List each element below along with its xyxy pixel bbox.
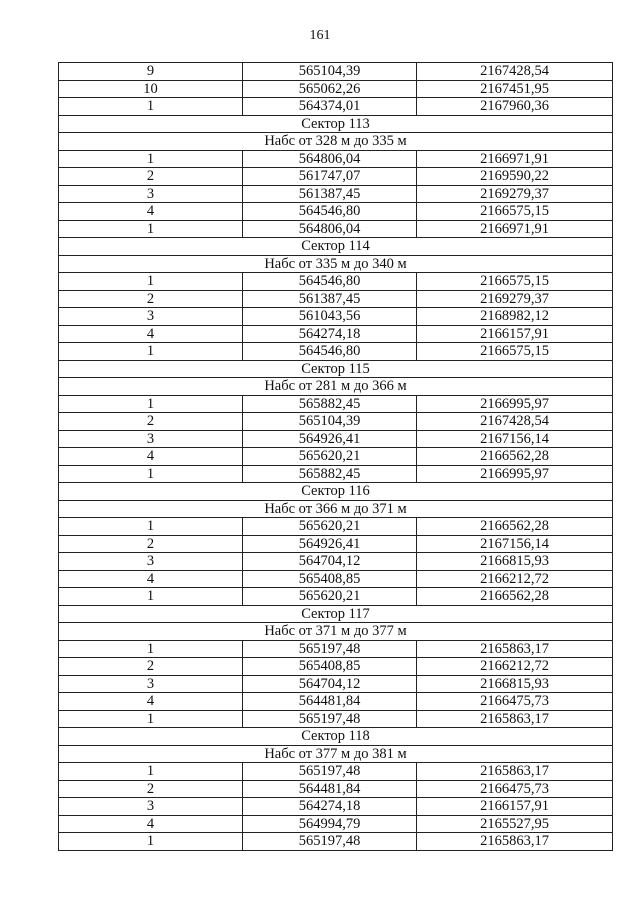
point-number-cell: 4 bbox=[59, 448, 243, 466]
section-header-row bbox=[59, 133, 613, 151]
point-number-cell: 1 bbox=[59, 833, 243, 851]
y-coordinate-cell: 2169590,22 bbox=[417, 168, 613, 186]
table-row bbox=[59, 80, 613, 98]
point-number-cell: 1 bbox=[59, 98, 243, 116]
point-number-cell: 4 bbox=[59, 693, 243, 711]
x-coordinate-cell: 565197,48 bbox=[243, 763, 417, 781]
x-coordinate-cell: 564704,12 bbox=[243, 553, 417, 571]
y-coordinate-cell: 2166815,93 bbox=[417, 675, 613, 693]
y-coordinate-cell: 2166157,91 bbox=[417, 325, 613, 343]
section-header-cell: Сектор 118 bbox=[59, 728, 613, 746]
section-header-cell: Набс от 366 м до 371 м bbox=[59, 500, 613, 518]
table-row bbox=[59, 518, 613, 536]
table-row bbox=[59, 535, 613, 553]
x-coordinate-cell: 565408,85 bbox=[243, 658, 417, 676]
y-coordinate-cell: 2167156,14 bbox=[417, 535, 613, 553]
y-coordinate-cell: 2166212,72 bbox=[417, 658, 613, 676]
point-number-cell: 1 bbox=[59, 588, 243, 606]
section-header-row bbox=[59, 255, 613, 273]
x-coordinate-cell: 564274,18 bbox=[243, 325, 417, 343]
y-coordinate-cell: 2167960,36 bbox=[417, 98, 613, 116]
y-coordinate-cell: 2165863,17 bbox=[417, 833, 613, 851]
y-coordinate-cell: 2165863,17 bbox=[417, 640, 613, 658]
x-coordinate-cell: 565620,21 bbox=[243, 518, 417, 536]
point-number-cell: 1 bbox=[59, 343, 243, 361]
point-number-cell: 1 bbox=[59, 150, 243, 168]
section-header-row bbox=[59, 115, 613, 133]
x-coordinate-cell: 565197,48 bbox=[243, 640, 417, 658]
x-coordinate-cell: 561387,45 bbox=[243, 185, 417, 203]
point-number-cell: 3 bbox=[59, 798, 243, 816]
point-number-cell: 1 bbox=[59, 518, 243, 536]
point-number-cell: 3 bbox=[59, 675, 243, 693]
x-coordinate-cell: 564274,18 bbox=[243, 798, 417, 816]
x-coordinate-cell: 564374,01 bbox=[243, 98, 417, 116]
section-header-cell: Сектор 115 bbox=[59, 360, 613, 378]
y-coordinate-cell: 2166157,91 bbox=[417, 798, 613, 816]
table-row bbox=[59, 220, 613, 238]
section-header-row bbox=[59, 605, 613, 623]
point-number-cell: 2 bbox=[59, 290, 243, 308]
x-coordinate-cell: 564926,41 bbox=[243, 430, 417, 448]
y-coordinate-cell: 2165863,17 bbox=[417, 763, 613, 781]
table-row bbox=[59, 658, 613, 676]
point-number-cell: 1 bbox=[59, 465, 243, 483]
y-coordinate-cell: 2166815,93 bbox=[417, 553, 613, 571]
point-number-cell: 2 bbox=[59, 413, 243, 431]
table-row bbox=[59, 185, 613, 203]
section-header-cell: Сектор 114 bbox=[59, 238, 613, 256]
x-coordinate-cell: 564926,41 bbox=[243, 535, 417, 553]
section-header-row bbox=[59, 623, 613, 641]
section-header-row bbox=[59, 500, 613, 518]
section-header-row bbox=[59, 745, 613, 763]
section-header-cell: Набс от 281 м до 366 м bbox=[59, 378, 613, 396]
x-coordinate-cell: 565408,85 bbox=[243, 570, 417, 588]
page-number: 161 bbox=[309, 28, 331, 43]
x-coordinate-cell: 564546,80 bbox=[243, 273, 417, 291]
table-row bbox=[59, 448, 613, 466]
y-coordinate-cell: 2165863,17 bbox=[417, 710, 613, 728]
x-coordinate-cell: 564806,04 bbox=[243, 150, 417, 168]
section-header-row bbox=[59, 378, 613, 396]
y-coordinate-cell: 2168982,12 bbox=[417, 308, 613, 326]
point-number-cell: 1 bbox=[59, 395, 243, 413]
point-number-cell: 10 bbox=[59, 80, 243, 98]
y-coordinate-cell: 2166562,28 bbox=[417, 588, 613, 606]
point-number-cell: 1 bbox=[59, 273, 243, 291]
coordinates-table bbox=[58, 62, 613, 851]
point-number-cell: 1 bbox=[59, 710, 243, 728]
x-coordinate-cell: 565104,39 bbox=[243, 413, 417, 431]
y-coordinate-cell: 2167451,95 bbox=[417, 80, 613, 98]
y-coordinate-cell: 2166995,97 bbox=[417, 395, 613, 413]
point-number-cell: 1 bbox=[59, 220, 243, 238]
point-number-cell: 9 bbox=[59, 63, 243, 81]
y-coordinate-cell: 2166995,97 bbox=[417, 465, 613, 483]
section-header-cell: Набс от 371 м до 377 м bbox=[59, 623, 613, 641]
table-row bbox=[59, 798, 613, 816]
point-number-cell: 3 bbox=[59, 430, 243, 448]
table-row bbox=[59, 710, 613, 728]
y-coordinate-cell: 2169279,37 bbox=[417, 290, 613, 308]
section-header-row bbox=[59, 238, 613, 256]
point-number-cell: 1 bbox=[59, 763, 243, 781]
y-coordinate-cell: 2166212,72 bbox=[417, 570, 613, 588]
table-row bbox=[59, 325, 613, 343]
point-number-cell: 4 bbox=[59, 325, 243, 343]
table-row bbox=[59, 833, 613, 851]
section-header-row bbox=[59, 483, 613, 501]
y-coordinate-cell: 2166562,28 bbox=[417, 448, 613, 466]
y-coordinate-cell: 2167156,14 bbox=[417, 430, 613, 448]
y-coordinate-cell: 2166575,15 bbox=[417, 273, 613, 291]
point-number-cell: 1 bbox=[59, 640, 243, 658]
point-number-cell: 3 bbox=[59, 185, 243, 203]
y-coordinate-cell: 2165527,95 bbox=[417, 815, 613, 833]
section-header-cell: Сектор 116 bbox=[59, 483, 613, 501]
section-header-cell: Набс от 328 м до 335 м bbox=[59, 133, 613, 151]
y-coordinate-cell: 2166475,73 bbox=[417, 693, 613, 711]
y-coordinate-cell: 2166562,28 bbox=[417, 518, 613, 536]
section-header-cell: Сектор 113 bbox=[59, 115, 613, 133]
section-header-cell: Набс от 377 м до 381 м bbox=[59, 745, 613, 763]
x-coordinate-cell: 564481,84 bbox=[243, 780, 417, 798]
point-number-cell: 4 bbox=[59, 815, 243, 833]
y-coordinate-cell: 2166475,73 bbox=[417, 780, 613, 798]
point-number-cell: 3 bbox=[59, 553, 243, 571]
x-coordinate-cell: 564481,84 bbox=[243, 693, 417, 711]
x-coordinate-cell: 565882,45 bbox=[243, 395, 417, 413]
x-coordinate-cell: 561387,45 bbox=[243, 290, 417, 308]
y-coordinate-cell: 2166971,91 bbox=[417, 150, 613, 168]
table-row bbox=[59, 168, 613, 186]
point-number-cell: 2 bbox=[59, 535, 243, 553]
table-row bbox=[59, 63, 613, 81]
table-row bbox=[59, 395, 613, 413]
table-row bbox=[59, 553, 613, 571]
table-row bbox=[59, 203, 613, 221]
x-coordinate-cell: 565882,45 bbox=[243, 465, 417, 483]
table-row bbox=[59, 308, 613, 326]
x-coordinate-cell: 564994,79 bbox=[243, 815, 417, 833]
table-row bbox=[59, 273, 613, 291]
table-row bbox=[59, 290, 613, 308]
table-row bbox=[59, 815, 613, 833]
x-coordinate-cell: 565620,21 bbox=[243, 588, 417, 606]
table-row bbox=[59, 413, 613, 431]
y-coordinate-cell: 2166575,15 bbox=[417, 203, 613, 221]
x-coordinate-cell: 561043,56 bbox=[243, 308, 417, 326]
point-number-cell: 3 bbox=[59, 308, 243, 326]
x-coordinate-cell: 565620,21 bbox=[243, 448, 417, 466]
point-number-cell: 4 bbox=[59, 203, 243, 221]
table-row bbox=[59, 675, 613, 693]
table-row bbox=[59, 570, 613, 588]
x-coordinate-cell: 565197,48 bbox=[243, 710, 417, 728]
y-coordinate-cell: 2167428,54 bbox=[417, 413, 613, 431]
point-number-cell: 2 bbox=[59, 658, 243, 676]
x-coordinate-cell: 561747,07 bbox=[243, 168, 417, 186]
table-row bbox=[59, 343, 613, 361]
section-header-cell: Набс от 335 м до 340 м bbox=[59, 255, 613, 273]
y-coordinate-cell: 2166971,91 bbox=[417, 220, 613, 238]
y-coordinate-cell: 2166575,15 bbox=[417, 343, 613, 361]
section-header-cell: Сектор 117 bbox=[59, 605, 613, 623]
section-header-row bbox=[59, 360, 613, 378]
table-row bbox=[59, 150, 613, 168]
table-row bbox=[59, 588, 613, 606]
x-coordinate-cell: 564806,04 bbox=[243, 220, 417, 238]
point-number-cell: 4 bbox=[59, 570, 243, 588]
y-coordinate-cell: 2169279,37 bbox=[417, 185, 613, 203]
x-coordinate-cell: 564546,80 bbox=[243, 343, 417, 361]
x-coordinate-cell: 565197,48 bbox=[243, 833, 417, 851]
table-row bbox=[59, 98, 613, 116]
point-number-cell: 2 bbox=[59, 780, 243, 798]
table-row bbox=[59, 763, 613, 781]
x-coordinate-cell: 565062,26 bbox=[243, 80, 417, 98]
point-number-cell: 2 bbox=[59, 168, 243, 186]
x-coordinate-cell: 564546,80 bbox=[243, 203, 417, 221]
coordinates-table-body bbox=[59, 63, 613, 851]
section-header-row bbox=[59, 728, 613, 746]
table-row bbox=[59, 780, 613, 798]
table-row bbox=[59, 693, 613, 711]
table-row bbox=[59, 465, 613, 483]
x-coordinate-cell: 565104,39 bbox=[243, 63, 417, 81]
table-row bbox=[59, 640, 613, 658]
table-row bbox=[59, 430, 613, 448]
y-coordinate-cell: 2167428,54 bbox=[417, 63, 613, 81]
x-coordinate-cell: 564704,12 bbox=[243, 675, 417, 693]
